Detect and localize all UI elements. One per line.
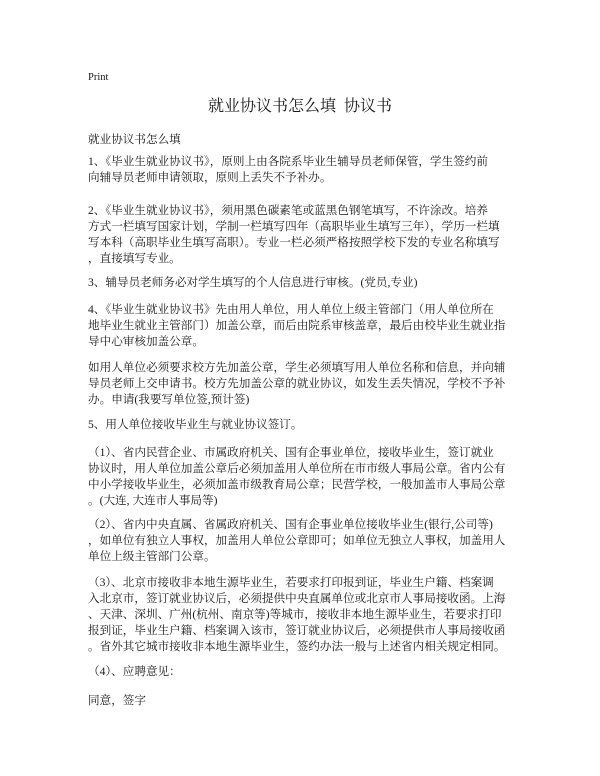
text-line: 5、用人单位接收毕业生与就业协议签订。 <box>88 418 303 431</box>
text-line: 向辅导员老师申请领取，原则上丢失不予补办。 <box>88 171 332 184</box>
text-line: 导员老师上交申请书。校方先加盖公章的就业协议，如发生丢失情况，学校不予补 <box>88 377 506 390</box>
text-line: （2）、省内中央直属、省属政府机关、国有企事业单位接收毕业生(银行,公司等) <box>88 518 493 531</box>
text-line: 2、《毕业生就业协议书》，须用黑色碳素笔或蓝黑色钢笔填写，不许涂改。培养 <box>88 204 488 217</box>
instruction-3 <box>88 275 528 291</box>
text-line: 入北京市，签订就业协议后，必须提供中央直属单位或北京市人事局接收函。上海 <box>88 592 506 605</box>
text-line: 中小学接收毕业生，必须加盖市级教育局公章；民营学校，一般加盖市人事局公章 <box>88 478 506 491</box>
text-line: 同意，签字 <box>88 694 146 707</box>
document-subtitle: 就业协议书怎么填 <box>88 133 181 146</box>
text-line: 写本科（高职毕业生填写高职）。专业一栏必须严格按照学校下发的专业名称填写 <box>88 236 500 249</box>
instruction-4 <box>88 302 528 350</box>
text-line: 4、《毕业生就业协议书》先由用人单位，用人单位上级主管部门（用人单位所在 <box>88 303 494 316</box>
text-line: 。(大连, 大连市人事局等) <box>88 494 218 507</box>
text-line: ，如单位有独立人事权，加盖用人单位公章即可；如单位无独立人事权，加盖用人 <box>88 534 506 547</box>
text-line: 地毕业生就业主管部门）加盖公章，而后由院系审核盖章，最后由校毕业生就业指 <box>88 319 506 332</box>
text-line: 协议时，用人单位加盖公章后必须加盖用人单位所在市市级人事局公章。省内公有 <box>88 462 506 475</box>
text-line: （4）、应聘意见： <box>88 665 181 678</box>
section-5-item-2 <box>88 517 528 565</box>
text-line: 办。申请(我要写单位签,预计签) <box>88 393 250 406</box>
text-line: 导中心审核加盖公章。 <box>88 335 204 348</box>
section-5-item-3 <box>88 575 528 655</box>
hiring-opinion-label <box>88 664 528 680</box>
text-line: 。省外其它城市接收非本地生源毕业生，签约办法一般与上述省内相关规定相同。 <box>88 640 506 653</box>
text-line: 3、辅导员老师务必对学生填写的个人信息进行审核。(党员,专业) <box>88 276 418 289</box>
text-line: 单位上级主管部门公章。 <box>88 550 216 563</box>
print-link[interactable]: Print <box>88 72 109 83</box>
text-line: 报到证，毕业生户籍、档案调入该市，签订就业协议后，必须提供市人事局接收函 <box>88 624 506 637</box>
section-5-heading <box>88 417 528 433</box>
instruction-2 <box>88 203 528 267</box>
section-5-item-1 <box>88 445 528 509</box>
document-title: 就业协议书怎么填 协议书 <box>207 98 392 115</box>
text-line: 方式一栏填写国家计划，学制一栏填写四年（高职毕业生填写三年），学历一栏填 <box>88 220 500 233</box>
text-line: ，直接填写专业。 <box>88 252 181 265</box>
text-line: （3）、北京市接收非本地生源毕业生，若要求打印报到证，毕业生户籍、档案调 <box>88 576 494 589</box>
text-line: 、天津、深圳、广州(杭州、南京等)等城市，接收非本地生源毕业生，若要求打印 <box>88 608 502 621</box>
text-line: 1、《毕业生就业协议书》，原则上由各院系毕业生辅导员老师保管，学生签约前 <box>88 155 488 168</box>
text-line: 如用人单位必须要求校方先加盖公章，学生必须填写用人单位名称和信息，并向辅 <box>88 361 506 374</box>
text-line: （1）、省内民营企业、市属政府机关、国有企事业单位，接收毕业生，签订就业 <box>88 446 494 459</box>
approval-signature-text <box>88 693 528 709</box>
stamp-request-note <box>88 360 528 408</box>
instruction-1 <box>88 154 528 186</box>
